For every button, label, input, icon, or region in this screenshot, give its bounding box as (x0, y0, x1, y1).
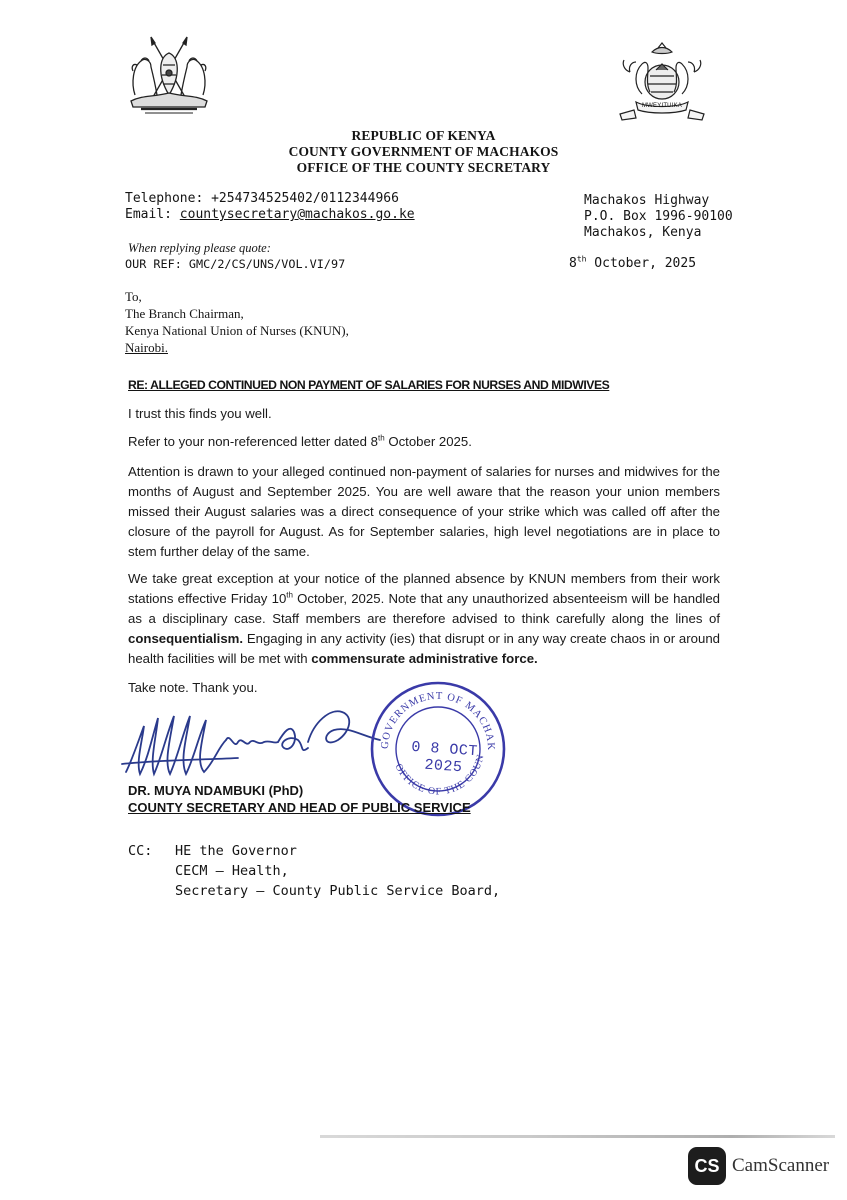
our-reference: OUR REF: GMC/2/CS/UNS/VOL.VI/97 (125, 257, 346, 271)
recipient-line-3: Nairobi. (125, 340, 168, 355)
scan-edge-line (320, 1135, 835, 1138)
subject-line: RE: ALLEGED CONTINUED NON PAYMENT OF SALARIES FOR NURSES AND MIDWIVES (128, 378, 610, 392)
signatory-title: COUNTY SECRETARY AND HEAD OF PUBLIC SERVICE (128, 800, 471, 815)
recipient-to: To, (125, 289, 142, 304)
email-line (125, 207, 415, 222)
letter-date: 8th October, 2025 (569, 254, 697, 271)
signatory-name: DR. MUYA NDAMBUKI (PhD) (128, 783, 304, 798)
paragraph-absence: We take great exception at your notice of the planned absence by KNUN members from their work stations effective Friday 10th October, 2025. Note that any unauthorized absenteeism will be handled as a disciplinary case. Staff members are therefore advised to think carefully along the lines of consequentialism. Engaging in any activity (ies) that disrupt or in any way create chaos in or around health facilities will be met with commensurate administrative force. (128, 571, 721, 666)
header-republic: REPUBLIC OF KENYA (351, 128, 496, 143)
handwritten-signature (118, 702, 388, 782)
cc-item-3: Secretary – County Public Service Board, (175, 883, 501, 899)
telephone: Telephone: +254734525402/0112344966 (125, 191, 399, 206)
emblem-motto: MWEYITUIKA (641, 103, 682, 109)
cc-item-1: HE the Governor (175, 843, 297, 859)
recipient-line-2: Kenya National Union of Nurses (KNUN), (125, 323, 349, 338)
camscanner-watermark: CamScanner (732, 1155, 830, 1176)
official-stamp (367, 678, 509, 820)
cc-label: CC: (128, 843, 153, 859)
quote-instruction: When replying please quote: (128, 241, 271, 255)
recipient-line-1: The Branch Chairman, (125, 306, 244, 321)
closing: Take note. Thank you. (128, 680, 258, 695)
email-label: Email: (125, 207, 180, 222)
greeting: I trust this finds you well. (128, 406, 272, 421)
camscanner-logo-icon: CS (688, 1147, 726, 1185)
header-office: OFFICE OF THE COUNTY SECRETARY (296, 160, 551, 175)
cc-item-2: CECM – Health, (175, 863, 289, 879)
machakos-county-emblem (612, 42, 712, 126)
header-county: COUNTY GOVERNMENT OF MACHAKOS (288, 144, 559, 159)
address-line-3: Machakos, Kenya (584, 225, 702, 240)
stamp-date: 0 8 OCT 2025 (410, 738, 479, 777)
address-line-2: P.O. Box 1996-90100 (584, 209, 733, 224)
stamp-ring-text: GOVERNMENT OF MACHAK (379, 690, 497, 752)
stamp-bottom-text: OFFICE OF THE COUN (392, 752, 487, 798)
address-line-1: Machakos Highway (584, 193, 710, 208)
email-link[interactable]: countysecretary@machakos.go.ke (179, 207, 415, 222)
kenya-coat-of-arms (123, 35, 215, 117)
paragraph-reference: Refer to your non-referenced letter dated 8th October 2025. (128, 433, 472, 449)
paragraph-salaries: Attention is drawn to your alleged continued non-payment of salaries for nurses and midwives for the months of August and September 2025. You are well aware that the reason your union members missed their August salaries was a direct consequence of your strike which was called off after the closure of the payroll for August. As for September salaries, high level negotiations are in place to stem further delay of the same. (128, 464, 720, 559)
